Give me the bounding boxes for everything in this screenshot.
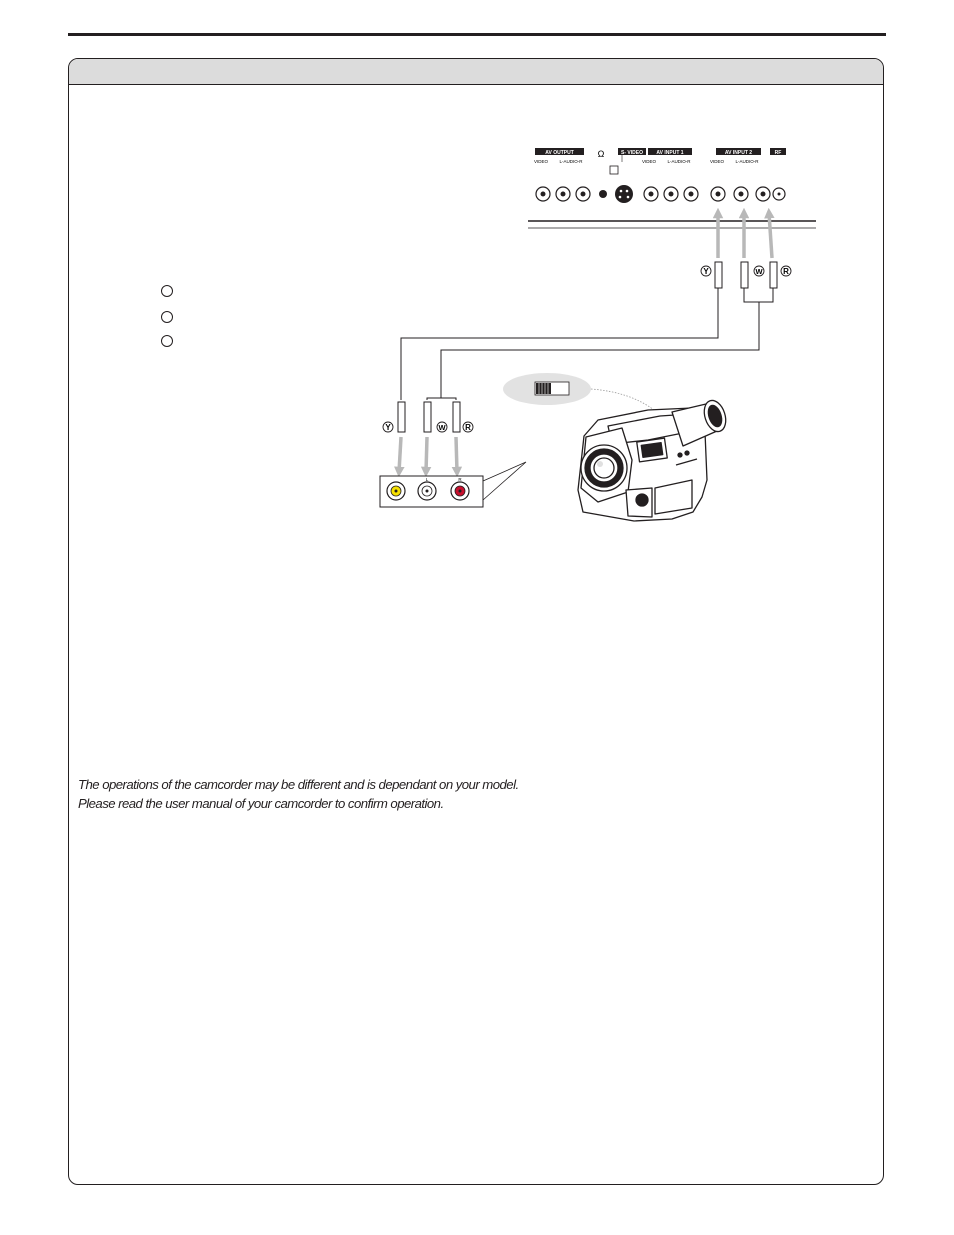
camcorder-illustration	[578, 398, 729, 521]
camcorder-note-line-2: Please read the user manual of your camcorder to confirm operation.	[78, 796, 444, 811]
cam-plug-white-label: W	[438, 423, 446, 432]
camcorder-jack-right-label: R	[458, 477, 462, 482]
av-input2-label: AV INPUT 2	[724, 150, 753, 156]
tv-back-panel	[528, 148, 816, 228]
camcorder-insert-arrows	[399, 437, 457, 472]
tv-plug-yellow-label: Y	[703, 267, 709, 276]
av-input2-jacks	[711, 187, 770, 201]
av-input1-jacks	[644, 187, 698, 201]
av-input1-audio-label: L-AUDIO-R	[667, 159, 691, 164]
tv-insert-arrows	[718, 213, 772, 258]
power-switch-callout	[503, 373, 654, 410]
tv-plug-red-label: R	[783, 267, 789, 276]
camcorder-side-plugs	[383, 402, 473, 432]
tv-plug-white-label: W	[755, 267, 763, 276]
cam-plug-red-label: R	[465, 423, 471, 432]
s-video-jack	[615, 185, 633, 203]
tv-side-plugs	[701, 262, 791, 288]
av-output-video-label: VIDEO	[533, 159, 549, 164]
camcorder-jack-left-label: L	[425, 477, 429, 482]
av-output-audio-label: L-AUDIO-R	[559, 159, 583, 164]
step-marker-1	[162, 286, 173, 297]
step-markers	[162, 286, 173, 347]
cam-plug-yellow-label: Y	[385, 423, 391, 432]
camcorder-note	[78, 775, 519, 813]
headphone-jack	[599, 190, 607, 198]
s-video-marker	[610, 166, 618, 174]
av-input2-video-label: VIDEO	[709, 159, 725, 164]
av-input1-label: AV INPUT 1	[656, 150, 684, 156]
rf-jack	[773, 188, 785, 200]
av-input1-video-label: VIDEO	[641, 159, 657, 164]
step-marker-3	[162, 336, 173, 347]
camcorder-note-line-1: The operations of the camcorder may be different and is dependant on your model.	[78, 777, 519, 792]
rf-label: RF	[774, 150, 782, 156]
av-output-label: AV OUTPUT	[545, 150, 574, 156]
headphone-icon: Ω	[597, 149, 605, 159]
av-input2-audio-label: L-AUDIO-R	[735, 159, 759, 164]
av-output-jacks	[536, 187, 590, 201]
step-marker-2	[162, 312, 173, 323]
s-video-label: S- VIDEO	[621, 150, 643, 156]
camcorder-jack-panel	[380, 462, 526, 507]
